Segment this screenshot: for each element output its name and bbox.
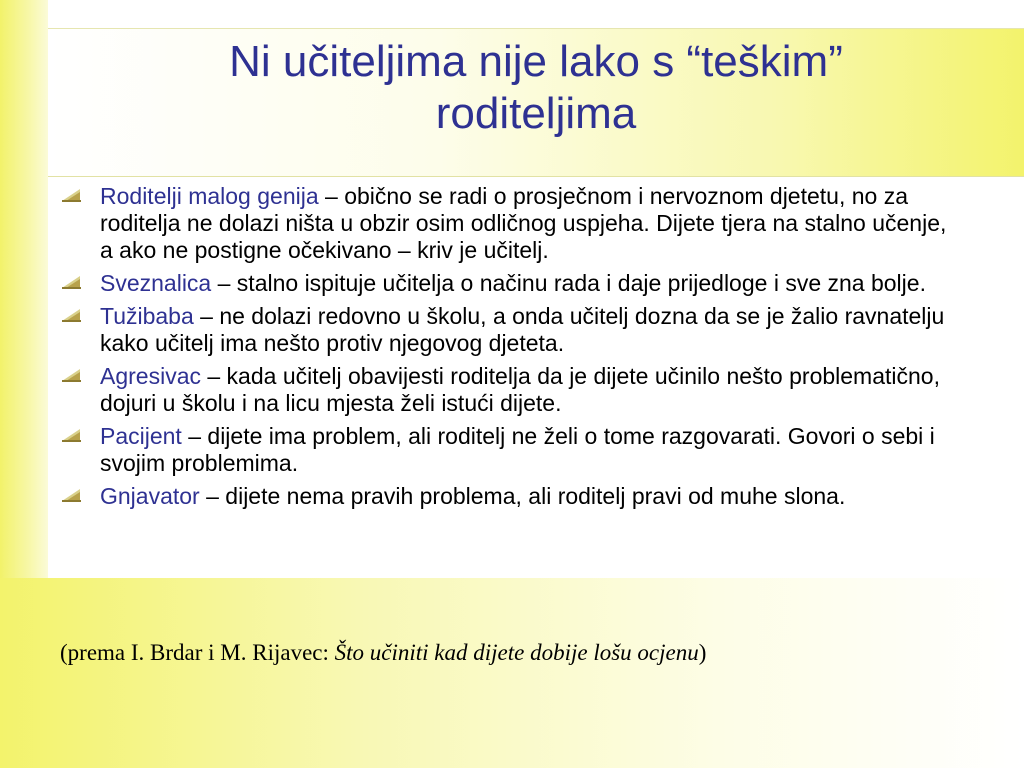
citation [60, 638, 1000, 668]
bullet-term: Roditelji malog genija [100, 183, 319, 209]
list-item [60, 423, 960, 477]
bullet-arrow-icon [60, 187, 84, 203]
citation-suffix: ) [698, 640, 707, 665]
bullet-term: Gnjavator [100, 483, 200, 509]
list-item [60, 363, 960, 417]
bullet-list [60, 183, 960, 516]
citation-book-title: Što učiniti kad dijete dobije lošu ocjenu [334, 640, 699, 665]
bullet-arrow-icon [60, 274, 84, 290]
bullet-text: – obično se radi o prosječnom i nervoznom djetetu, no za roditelja ne dolazi ništa u obzir osim odličnog uspjeha. Dijete tjera na stalno učenje, a ako ne postigne očekivano – kriv je učitelj. [100, 183, 947, 263]
bullet-arrow-icon [60, 487, 84, 503]
slide-title-line-2: roditeljima [435, 89, 637, 138]
title-divider [48, 176, 1024, 177]
bullet-term: Pacijent [100, 423, 182, 449]
bullet-text: – ne dolazi redovno u školu, a onda učitelj dozna da se je žalio ravnatelju kako učitelj ima nešto protiv njegovog djeteta. [100, 303, 945, 356]
bullet-term: Sveznalica [100, 270, 212, 296]
bullet-arrow-icon [60, 427, 84, 443]
list-item [60, 270, 960, 297]
bullet-arrow-icon [60, 367, 84, 383]
slide-title-line-1: Ni učiteljima nije lako s “teškim” [229, 37, 843, 86]
slide-title [48, 36, 1024, 140]
bullet-term: Agresivac [100, 363, 201, 389]
bullet-text: – dijete ima problem, ali roditelj ne želi o tome razgovarati. Govori o sebi i svojim problemima. [100, 423, 935, 476]
list-item [60, 183, 960, 264]
bottom-decor-band [0, 578, 1024, 768]
bullet-term: Tužibaba [100, 303, 194, 329]
top-rule [48, 28, 1024, 29]
bullet-arrow-icon [60, 307, 84, 323]
citation-prefix: (prema I. Brdar i M. Rijavec: [60, 640, 335, 665]
list-item [60, 303, 960, 357]
bullet-text: – kada učitelj obavijesti roditelja da je dijete učinilo nešto problematično, dojuri u školu i na licu mjesta želi istući dijete. [100, 363, 940, 416]
bullet-text: – dijete nema pravih problema, ali roditelj pravi od muhe slona. [199, 483, 846, 509]
list-item [60, 483, 960, 510]
bullet-text: – stalno ispituje učitelja o načinu rada i daje prijedloge i sve zna bolje. [211, 270, 926, 296]
